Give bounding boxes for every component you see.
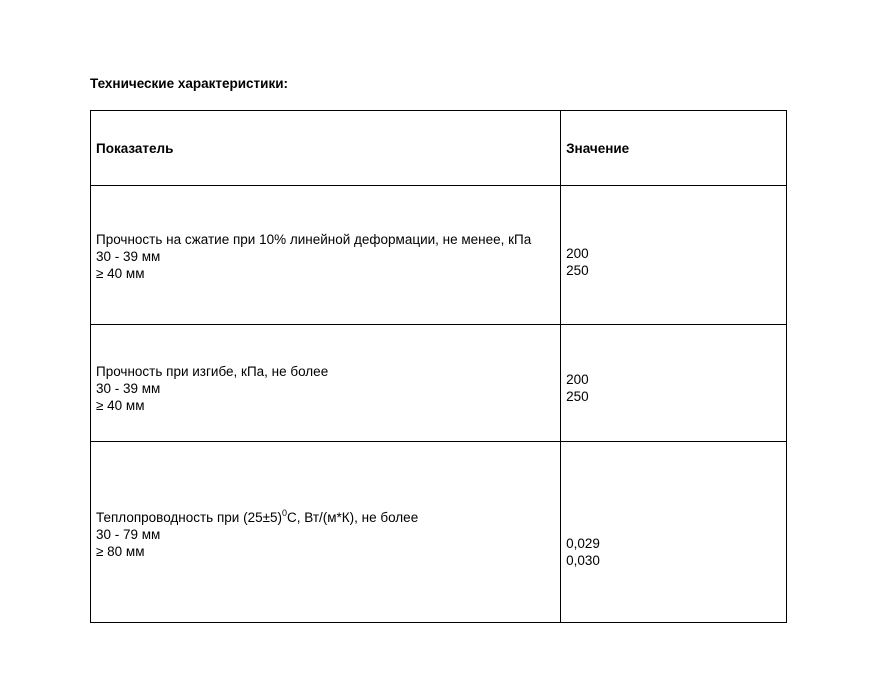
value-cell <box>561 325 787 442</box>
specifications-table <box>90 110 787 623</box>
parameter-name-suffix: С, Вт/(м*К), не более <box>287 509 419 525</box>
parameter-cell <box>91 186 561 325</box>
parameter-name: Прочность при изгибе, кПа, не более <box>96 363 329 379</box>
parameter-cell <box>91 325 561 442</box>
table-header-row <box>91 111 787 186</box>
value-text: 200 <box>566 246 589 261</box>
table-row <box>91 442 787 623</box>
parameter-name <box>96 509 555 526</box>
parameter-name-prefix: Теплопроводность при (25±5) <box>96 509 282 525</box>
range-label: 30 - 39 мм <box>96 248 161 264</box>
range-label: ≥ 40 мм <box>96 265 145 281</box>
range-label: ≥ 40 мм <box>96 397 145 413</box>
table-row <box>91 186 787 325</box>
value-cell <box>561 186 787 325</box>
header-value: Значение <box>561 111 787 186</box>
value-text: 250 <box>566 263 589 278</box>
parameter-cell <box>91 442 561 623</box>
value-text: 250 <box>566 389 589 404</box>
header-parameter: Показатель <box>91 111 561 186</box>
parameter-name: Прочность на сжатие при 10% линейной деформации, не менее, кПа <box>96 231 532 247</box>
value-cell <box>561 442 787 623</box>
range-label: ≥ 80 мм <box>96 543 145 559</box>
range-label: 30 - 39 мм <box>96 380 161 396</box>
value-text: 0,029 <box>566 536 600 551</box>
range-label: 30 - 79 мм <box>96 526 161 542</box>
page-heading: Технические характеристики: <box>90 76 289 91</box>
value-text: 0,030 <box>566 553 600 568</box>
value-text: 200 <box>566 372 589 387</box>
parameter-name-superscript: 0 <box>282 507 288 518</box>
table-row <box>91 325 787 442</box>
